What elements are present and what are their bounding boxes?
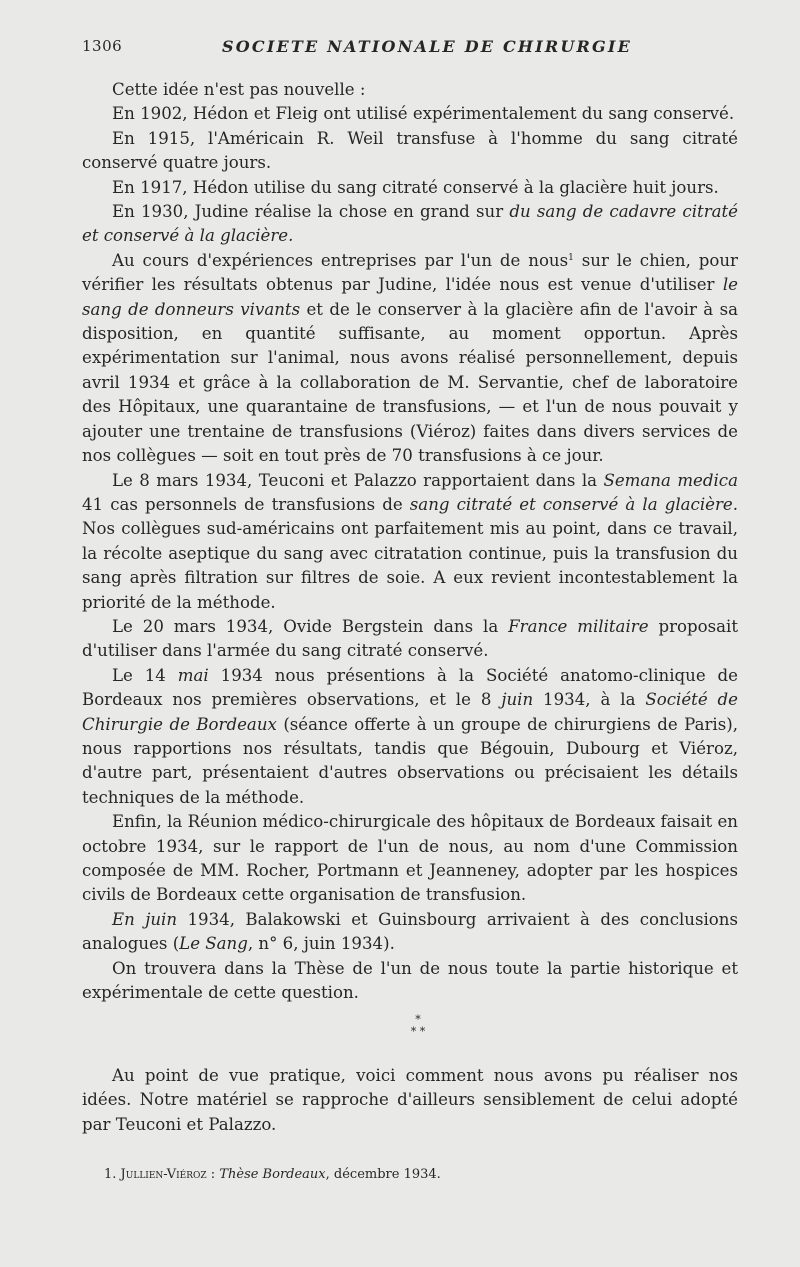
footnote-rest: , décembre 1934. [325, 1167, 441, 1182]
paragraph-6 [82, 249, 738, 469]
paragraph-7-text-c: 41 cas personnels de transfusions de [82, 494, 410, 514]
paragraph-10 [82, 810, 738, 908]
paragraph-12 [82, 957, 738, 1006]
asterism-separator [398, 1014, 438, 1038]
footnote-number: 1. [104, 1167, 117, 1182]
footnote-reference[interactable]: 1 [568, 252, 574, 263]
paragraph-12-text: On trouvera dans la Thèse de l'un de nous toute la partie historique et expérimentale de cette question. [82, 958, 738, 1003]
paragraph-10-text: Enfin, la Réunion médico-chirurgicale des hôpitaux de Bordeaux faisait en octobre 1934, sur le rapport de l'un de nous, au nom d'une Commission composée de MM. Rocher, Portmann et Jeanneney, adopter par les hospices civils de Bordeaux cette organisation de transfusion. [82, 812, 738, 905]
paragraph-1 [82, 78, 738, 102]
paragraph-6-text-b: sur le chien, pour vérifier les résultats obtenus par Judine, l'idée nous est venue d'utiliser [82, 250, 738, 295]
paragraph-9-italic-f: Société de Chirurgie de Bordeaux [82, 690, 738, 734]
paragraph-5-italic: du sang de cadavre citraté et conservé à la glacière. [82, 202, 739, 246]
page-number: 1306 [82, 37, 123, 55]
paragraph-7-italic-b: Semana medica [603, 470, 738, 490]
paragraph-1-text: Cette idée n'est pas nouvelle : [112, 80, 366, 99]
page-header [82, 37, 738, 59]
paragraph-13-text: Au point de vue pratique, voici comment nous avons pu réaliser nos idées. Notre matériel se rapproche d'ailleurs sensiblement de celui adopté par Teuconi et Palazzo. [82, 1066, 738, 1134]
tail-text [82, 1064, 738, 1137]
running-title: SOCIETE NATIONALE DE CHIRURGIE [222, 37, 632, 56]
paragraph-8-text-a: Le 20 mars 1934, Ovide Bergstein dans la [112, 616, 509, 636]
paragraph-4-text: En 1917, Hédon utilise du sang citraté conservé à la glacière huit jours. [112, 177, 719, 197]
footnote [104, 1166, 724, 1184]
paragraph-8 [82, 615, 738, 664]
paragraph-3-text: En 1915, l'Américain R. Weil transfuse à l'homme du sang citraté conservé quatre jours. [82, 128, 738, 173]
paragraph-9 [82, 664, 738, 810]
paragraph-9-italic-d: juin [501, 690, 534, 710]
paragraph-9-text-c: 1934 nous présentions à la Société anatomo-clinique de Bordeaux nos premières observations, et le 8 [82, 665, 738, 710]
footnote-title: Thèse Bordeaux [219, 1167, 326, 1182]
body-text [82, 78, 738, 1005]
paragraph-9-italic-b: mai [177, 665, 209, 685]
paragraph-7 [82, 469, 738, 615]
paragraph-6-text-d: et de le conserver à la glacière afin de l'avoir à sa disposition, en quantité suffisante, au moment opportun. Après expérimentation sur l'animal, nous avons réalisé personnellement, depuis avril 1934 et grâce à la collaboration de M. Servantie, chef de laboratoire des Hôpitaux, une quarantaine de transfusions, — et l'un de nous pouvait y ajouter une trentaine de transfusions (Viéroz) faites dans divers services de nos collègues — soit en tout près de 70 transfusions à ce jour. [82, 299, 738, 466]
paragraph-9-text-e: 1934, à la [533, 690, 646, 710]
asterism-top: * [415, 1013, 421, 1026]
paragraph-8-italic: France militaire [508, 616, 649, 636]
paragraph-9-text-a: Le 14 [112, 665, 178, 685]
paragraph-6-text-a: Au cours d'expériences entreprises par l'un de nous [112, 250, 569, 270]
paragraph-7-text-e: Nos collègues sud-américains ont parfaitement mis au point, dans ce travail, la récolte aseptique du sang avec citratation continue, puis la transfusion du sang après filtration sur filtres de soie. A eux revient incontestablement la priorité de la méthode. [82, 519, 738, 612]
paragraph-7-italic-d: sang citraté et conservé à la glacière. [409, 494, 738, 514]
paragraph-9-text-g: (séance offerte à un groupe de chirurgiens de Paris), nous rapportions nos résultats, tandis que Bégouin, Dubourg et Viéroz, d'autre part, présentaient d'autres observations ou précisaient les détails techniques de la méthode. [82, 714, 738, 807]
paragraph-4 [82, 176, 738, 200]
asterism-bottom: * * [410, 1025, 426, 1038]
paragraph-11-text-b: 1934, Balakowski et Guinsbourg arrivaient à des conclusions analogues ( [82, 909, 738, 954]
paragraph-11 [82, 908, 738, 957]
footnote-colon: : [206, 1167, 220, 1182]
paragraph-13 [82, 1064, 738, 1137]
paragraph-11-italic-a: En juin [112, 909, 178, 929]
paragraph-2 [82, 102, 738, 126]
paragraph-8-text-c: proposait d'utiliser dans l'armée du sang citraté conservé. [82, 616, 738, 661]
paragraph-7-text-a: Le 8 mars 1934, Teuconi et Palazzo rapportaient dans la [112, 470, 604, 490]
footnote-author: Jullien-Viéroz [120, 1167, 207, 1182]
paragraph-3 [82, 127, 738, 176]
paragraph-11-italic-c: Le Sang [179, 934, 248, 954]
paragraph-6-italic: le sang de donneurs vivants [82, 275, 738, 319]
paragraph-11-text-d: , n° 6, juin 1934). [247, 934, 395, 954]
paragraph-2-text: En 1902, Hédon et Fleig ont utilisé expérimentalement du sang conservé. [112, 104, 735, 124]
paragraph-5-text: En 1930, Judine réalise la chose en grand sur [112, 202, 510, 222]
paragraph-5 [82, 200, 738, 249]
